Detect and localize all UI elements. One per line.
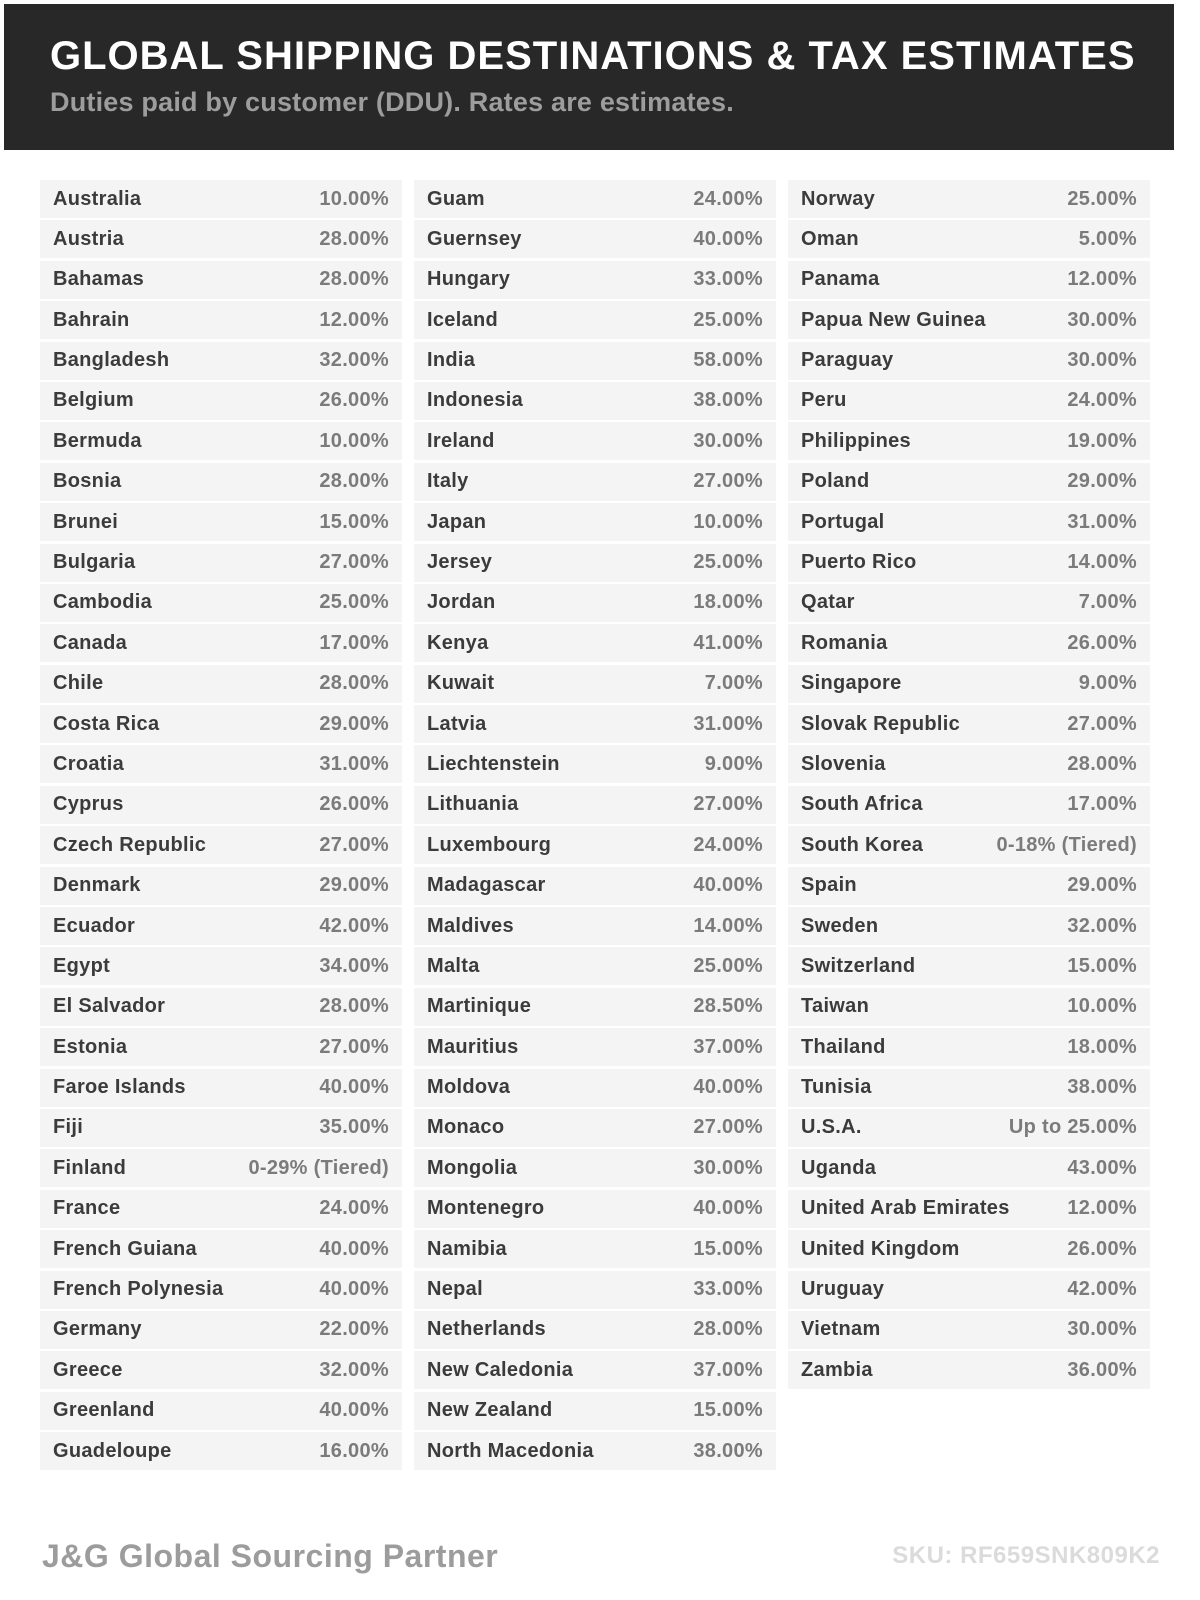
tax-rate: 27.00% — [319, 833, 389, 856]
table-row — [788, 1311, 1150, 1349]
tax-rate: 31.00% — [319, 752, 389, 775]
tax-rate: 30.00% — [1067, 308, 1137, 331]
country-name: Qatar — [801, 591, 855, 614]
table-row — [40, 544, 402, 582]
country-name: Kuwait — [427, 672, 495, 695]
table-row — [788, 544, 1150, 582]
country-name: Mongolia — [427, 1156, 518, 1179]
country-name: New Zealand — [427, 1399, 553, 1422]
tax-rate: 26.00% — [1067, 631, 1137, 654]
table-row — [40, 1271, 402, 1309]
country-name: North Macedonia — [427, 1439, 594, 1462]
country-name: Indonesia — [427, 389, 524, 412]
tax-rate: 15.00% — [319, 510, 389, 533]
country-name: Slovak Republic — [801, 712, 960, 735]
tax-rate: 14.00% — [1067, 551, 1137, 574]
tax-rate: 10.00% — [319, 187, 389, 210]
tax-rate: 25.00% — [319, 591, 389, 614]
tax-rate: 40.00% — [693, 1197, 763, 1220]
table-row — [788, 907, 1150, 945]
tax-rate: 28.00% — [319, 227, 389, 250]
table-row — [414, 1190, 776, 1228]
table-row — [40, 261, 402, 299]
country-name: Austria — [53, 227, 125, 250]
table-row — [414, 382, 776, 420]
tax-rate: 0-18% (Tiered) — [996, 833, 1137, 856]
country-name: Lithuania — [427, 793, 519, 816]
country-name: Vietnam — [801, 1318, 881, 1341]
tax-rate: 34.00% — [319, 954, 389, 977]
tax-rate: 19.00% — [1067, 429, 1137, 452]
country-name: Monaco — [427, 1116, 505, 1139]
country-name: Estonia — [53, 1035, 128, 1058]
table-row — [40, 786, 402, 824]
country-name: Australia — [53, 187, 142, 210]
table-row — [414, 584, 776, 622]
table-row — [40, 624, 402, 662]
country-name: Bermuda — [53, 429, 142, 452]
table-row — [788, 988, 1150, 1026]
table-row — [414, 1432, 776, 1470]
table-row — [414, 544, 776, 582]
tax-rate: 18.00% — [1067, 1035, 1137, 1058]
rates-column-3 — [788, 180, 1150, 1392]
rates-column-2 — [414, 180, 776, 1473]
country-name: Romania — [801, 631, 888, 654]
tax-rate: 35.00% — [319, 1116, 389, 1139]
tax-rate: 37.00% — [693, 1035, 763, 1058]
tax-rate: 24.00% — [693, 187, 763, 210]
table-row — [788, 745, 1150, 783]
country-name: Guam — [427, 187, 485, 210]
table-row — [40, 826, 402, 864]
tax-rate: 24.00% — [693, 833, 763, 856]
table-row — [40, 1028, 402, 1066]
tax-rate: 38.00% — [693, 389, 763, 412]
rates-column-1 — [40, 180, 402, 1473]
table-row — [40, 220, 402, 258]
country-name: Uruguay — [801, 1278, 885, 1301]
tax-rate: 27.00% — [693, 793, 763, 816]
tax-rate: 32.00% — [319, 349, 389, 372]
country-name: Faroe Islands — [53, 1076, 186, 1099]
country-name: Iceland — [427, 308, 499, 331]
country-name: Ireland — [427, 429, 495, 452]
tax-rate: 10.00% — [319, 429, 389, 452]
country-name: Jersey — [427, 551, 493, 574]
table-row — [414, 220, 776, 258]
tax-rate: 12.00% — [319, 308, 389, 331]
tax-rate: 28.00% — [319, 268, 389, 291]
country-name: Hungary — [427, 268, 511, 291]
tax-rate: 5.00% — [1078, 227, 1137, 250]
page-subtitle: Duties paid by customer (DDU). Rates are estimates. — [50, 87, 734, 117]
tax-rate: 25.00% — [693, 954, 763, 977]
table-row — [40, 463, 402, 501]
table-row — [414, 1271, 776, 1309]
tax-rate: 30.00% — [693, 429, 763, 452]
country-name: French Polynesia — [53, 1278, 224, 1301]
country-name: Chile — [53, 672, 104, 695]
country-name: South Africa — [801, 793, 923, 816]
tax-rate: 27.00% — [693, 1116, 763, 1139]
country-name: Bangladesh — [53, 349, 170, 372]
tax-rate: 14.00% — [693, 914, 763, 937]
table-row — [788, 624, 1150, 662]
table-row — [788, 786, 1150, 824]
tax-rate: 10.00% — [693, 510, 763, 533]
country-name: Luxembourg — [427, 833, 552, 856]
tax-rate: 31.00% — [693, 712, 763, 735]
table-row — [414, 1109, 776, 1147]
table-row — [414, 624, 776, 662]
table-row — [414, 665, 776, 703]
country-name: Costa Rica — [53, 712, 160, 735]
country-name: Germany — [53, 1318, 142, 1341]
tax-rate: 17.00% — [319, 631, 389, 654]
tax-rate: 32.00% — [1067, 914, 1137, 937]
tax-rate: 9.00% — [704, 752, 763, 775]
country-name: Bahamas — [53, 268, 145, 291]
country-name: Egypt — [53, 954, 111, 977]
tax-rate: 38.00% — [1067, 1076, 1137, 1099]
country-name: Guadeloupe — [53, 1439, 172, 1462]
table-row — [414, 1351, 776, 1389]
tax-rate: 22.00% — [319, 1318, 389, 1341]
table-row — [40, 422, 402, 460]
country-name: Paraguay — [801, 349, 894, 372]
table-row — [788, 947, 1150, 985]
table-row — [40, 1149, 402, 1187]
table-row — [414, 867, 776, 905]
tax-rate: 27.00% — [319, 551, 389, 574]
country-name: Czech Republic — [53, 833, 207, 856]
tax-rate: 33.00% — [693, 1278, 763, 1301]
country-name: Nepal — [427, 1278, 483, 1301]
country-name: El Salvador — [53, 995, 166, 1018]
table-row — [40, 947, 402, 985]
table-row — [788, 301, 1150, 339]
table-row — [414, 947, 776, 985]
tax-rate: 15.00% — [1067, 954, 1137, 977]
tax-rate: 28.00% — [319, 470, 389, 493]
table-row — [414, 1069, 776, 1107]
table-row — [40, 1392, 402, 1430]
country-name: Latvia — [427, 712, 487, 735]
table-row — [40, 1109, 402, 1147]
table-row — [414, 705, 776, 743]
country-name: Switzerland — [801, 954, 916, 977]
tax-rate: 30.00% — [1067, 349, 1137, 372]
tax-rate: 32.00% — [319, 1358, 389, 1381]
tax-rate: 43.00% — [1067, 1156, 1137, 1179]
table-row — [414, 301, 776, 339]
tax-rate: 25.00% — [693, 551, 763, 574]
tax-rate: 40.00% — [319, 1399, 389, 1422]
tax-rate: 30.00% — [1067, 1318, 1137, 1341]
country-name: Peru — [801, 389, 847, 412]
tax-rate: 42.00% — [1067, 1278, 1137, 1301]
tax-rate: 9.00% — [1078, 672, 1137, 695]
tax-rate: 31.00% — [1067, 510, 1137, 533]
country-name: Greenland — [53, 1399, 155, 1422]
table-row — [414, 463, 776, 501]
tax-rate: 29.00% — [319, 874, 389, 897]
tax-rate: 40.00% — [693, 1076, 763, 1099]
table-row — [414, 1230, 776, 1268]
table-row — [788, 503, 1150, 541]
table-row — [788, 1230, 1150, 1268]
country-name: Poland — [801, 470, 870, 493]
tax-rate: 38.00% — [693, 1439, 763, 1462]
table-row — [788, 665, 1150, 703]
country-name: Belgium — [53, 389, 134, 412]
table-row — [414, 342, 776, 380]
sku-label: SKU: RF659SNK809K2 — [892, 1542, 1160, 1569]
country-name: Malta — [427, 954, 480, 977]
page-title: GLOBAL SHIPPING DESTINATIONS & TAX ESTIMATES — [50, 34, 1136, 78]
table-row — [40, 503, 402, 541]
tax-rate: 26.00% — [319, 793, 389, 816]
table-row — [40, 867, 402, 905]
country-name: Fiji — [53, 1116, 84, 1139]
table-row — [414, 1149, 776, 1187]
country-name: United Arab Emirates — [801, 1197, 1010, 1220]
tax-rate: 40.00% — [319, 1076, 389, 1099]
table-row — [414, 180, 776, 218]
tax-rate: 18.00% — [693, 591, 763, 614]
table-row — [40, 1190, 402, 1228]
country-name: Puerto Rico — [801, 551, 917, 574]
country-name: Papua New Guinea — [801, 308, 986, 331]
tax-rate: 30.00% — [693, 1156, 763, 1179]
table-row — [40, 745, 402, 783]
country-name: Singapore — [801, 672, 902, 695]
table-row — [40, 382, 402, 420]
table-row — [40, 584, 402, 622]
country-name: French Guiana — [53, 1237, 197, 1260]
country-name: Tunisia — [801, 1076, 872, 1099]
tax-rate: 15.00% — [693, 1237, 763, 1260]
country-name: Maldives — [427, 914, 514, 937]
table-row — [414, 745, 776, 783]
country-name: Montenegro — [427, 1197, 545, 1220]
tax-rate: 7.00% — [1078, 591, 1137, 614]
tax-rate: 29.00% — [1067, 874, 1137, 897]
country-name: Netherlands — [427, 1318, 546, 1341]
country-name: Slovenia — [801, 752, 886, 775]
tax-rate: 40.00% — [693, 227, 763, 250]
table-row — [788, 867, 1150, 905]
tax-rate: Up to 25.00% — [1008, 1116, 1137, 1139]
country-name: Finland — [53, 1156, 127, 1179]
country-name: Cyprus — [53, 793, 124, 816]
table-row — [414, 826, 776, 864]
country-name: Sweden — [801, 914, 879, 937]
country-name: Guernsey — [427, 227, 522, 250]
header-banner — [4, 4, 1174, 150]
table-row — [40, 1069, 402, 1107]
country-name: France — [53, 1197, 121, 1220]
tax-rate: 26.00% — [319, 389, 389, 412]
table-row — [788, 584, 1150, 622]
tax-rate: 28.00% — [319, 995, 389, 1018]
rates-table — [40, 180, 1150, 1473]
table-row — [788, 1190, 1150, 1228]
country-name: Denmark — [53, 874, 141, 897]
tax-rate: 33.00% — [693, 268, 763, 291]
table-row — [40, 988, 402, 1026]
table-row — [788, 1271, 1150, 1309]
country-name: Oman — [801, 227, 859, 250]
table-row — [414, 503, 776, 541]
country-name: Panama — [801, 268, 880, 291]
tax-rate: 40.00% — [319, 1237, 389, 1260]
tax-rate: 40.00% — [693, 874, 763, 897]
country-name: Jordan — [427, 591, 496, 614]
tax-rate: 58.00% — [693, 349, 763, 372]
table-row — [788, 220, 1150, 258]
table-row — [788, 180, 1150, 218]
table-row — [40, 1311, 402, 1349]
country-name: Taiwan — [801, 995, 870, 1018]
table-row — [414, 988, 776, 1026]
country-name: Zambia — [801, 1358, 873, 1381]
country-name: Japan — [427, 510, 487, 533]
tax-rate: 28.00% — [319, 672, 389, 695]
country-name: United Kingdom — [801, 1237, 960, 1260]
table-row — [788, 261, 1150, 299]
country-name: Bulgaria — [53, 551, 136, 574]
table-row — [40, 342, 402, 380]
tax-rate: 27.00% — [319, 1035, 389, 1058]
tax-rate: 28.00% — [693, 1318, 763, 1341]
tax-rate: 28.50% — [693, 995, 763, 1018]
country-name: Bahrain — [53, 308, 130, 331]
country-name: Greece — [53, 1358, 123, 1381]
tax-rate: 16.00% — [319, 1439, 389, 1462]
tax-rate: 40.00% — [319, 1278, 389, 1301]
tax-rate: 15.00% — [693, 1399, 763, 1422]
tax-rate: 37.00% — [693, 1358, 763, 1381]
tax-rate: 26.00% — [1067, 1237, 1137, 1260]
country-name: Philippines — [801, 429, 911, 452]
table-row — [788, 1069, 1150, 1107]
country-name: Liechtenstein — [427, 752, 560, 775]
table-row — [40, 180, 402, 218]
tax-rate: 7.00% — [704, 672, 763, 695]
tax-rate: 12.00% — [1067, 268, 1137, 291]
brand-name: J&G Global Sourcing Partner — [42, 1538, 499, 1574]
table-row — [788, 463, 1150, 501]
table-row — [414, 786, 776, 824]
table-row — [788, 826, 1150, 864]
tax-rate: 25.00% — [1067, 187, 1137, 210]
table-row — [788, 342, 1150, 380]
table-row — [788, 382, 1150, 420]
country-name: Mauritius — [427, 1035, 519, 1058]
table-row — [414, 907, 776, 945]
table-row — [788, 422, 1150, 460]
table-row — [40, 1351, 402, 1389]
table-row — [40, 1432, 402, 1470]
tax-rate: 24.00% — [319, 1197, 389, 1220]
table-row — [414, 1028, 776, 1066]
country-name: Portugal — [801, 510, 885, 533]
country-name: Martinique — [427, 995, 532, 1018]
country-name: Spain — [801, 874, 857, 897]
tax-rate: 41.00% — [693, 631, 763, 654]
country-name: Norway — [801, 187, 876, 210]
tax-rate: 0-29% (Tiered) — [248, 1156, 389, 1179]
table-row — [40, 705, 402, 743]
country-name: South Korea — [801, 833, 924, 856]
country-name: Canada — [53, 631, 128, 654]
country-name: Uganda — [801, 1156, 877, 1179]
tax-rate: 17.00% — [1067, 793, 1137, 816]
table-row — [788, 705, 1150, 743]
table-row — [788, 1351, 1150, 1389]
tax-rate: 36.00% — [1067, 1358, 1137, 1381]
table-row — [414, 1311, 776, 1349]
country-name: Croatia — [53, 752, 125, 775]
country-name: Ecuador — [53, 914, 136, 937]
table-row — [788, 1028, 1150, 1066]
country-name: Brunei — [53, 510, 119, 533]
table-row — [788, 1149, 1150, 1187]
tax-rate: 42.00% — [319, 914, 389, 937]
country-name: Italy — [427, 470, 469, 493]
table-row — [414, 422, 776, 460]
country-name: Kenya — [427, 631, 489, 654]
table-row — [414, 261, 776, 299]
country-name: Namibia — [427, 1237, 507, 1260]
tax-rate: 12.00% — [1067, 1197, 1137, 1220]
tax-rate: 28.00% — [1067, 752, 1137, 775]
tax-rate: 10.00% — [1067, 995, 1137, 1018]
country-name: India — [427, 349, 476, 372]
table-row — [414, 1392, 776, 1430]
tax-rate: 27.00% — [1067, 712, 1137, 735]
table-row — [40, 301, 402, 339]
tax-rate: 24.00% — [1067, 389, 1137, 412]
table-row — [40, 907, 402, 945]
tax-rate: 25.00% — [693, 308, 763, 331]
country-name: New Caledonia — [427, 1358, 574, 1381]
country-name: U.S.A. — [801, 1116, 862, 1139]
table-row — [40, 665, 402, 703]
tax-rate: 29.00% — [319, 712, 389, 735]
country-name: Moldova — [427, 1076, 511, 1099]
tax-rate: 29.00% — [1067, 470, 1137, 493]
country-name: Cambodia — [53, 591, 153, 614]
table-row — [788, 1109, 1150, 1147]
country-name: Bosnia — [53, 470, 122, 493]
country-name: Madagascar — [427, 874, 546, 897]
tax-rate: 27.00% — [693, 470, 763, 493]
country-name: Thailand — [801, 1035, 886, 1058]
table-row — [40, 1230, 402, 1268]
